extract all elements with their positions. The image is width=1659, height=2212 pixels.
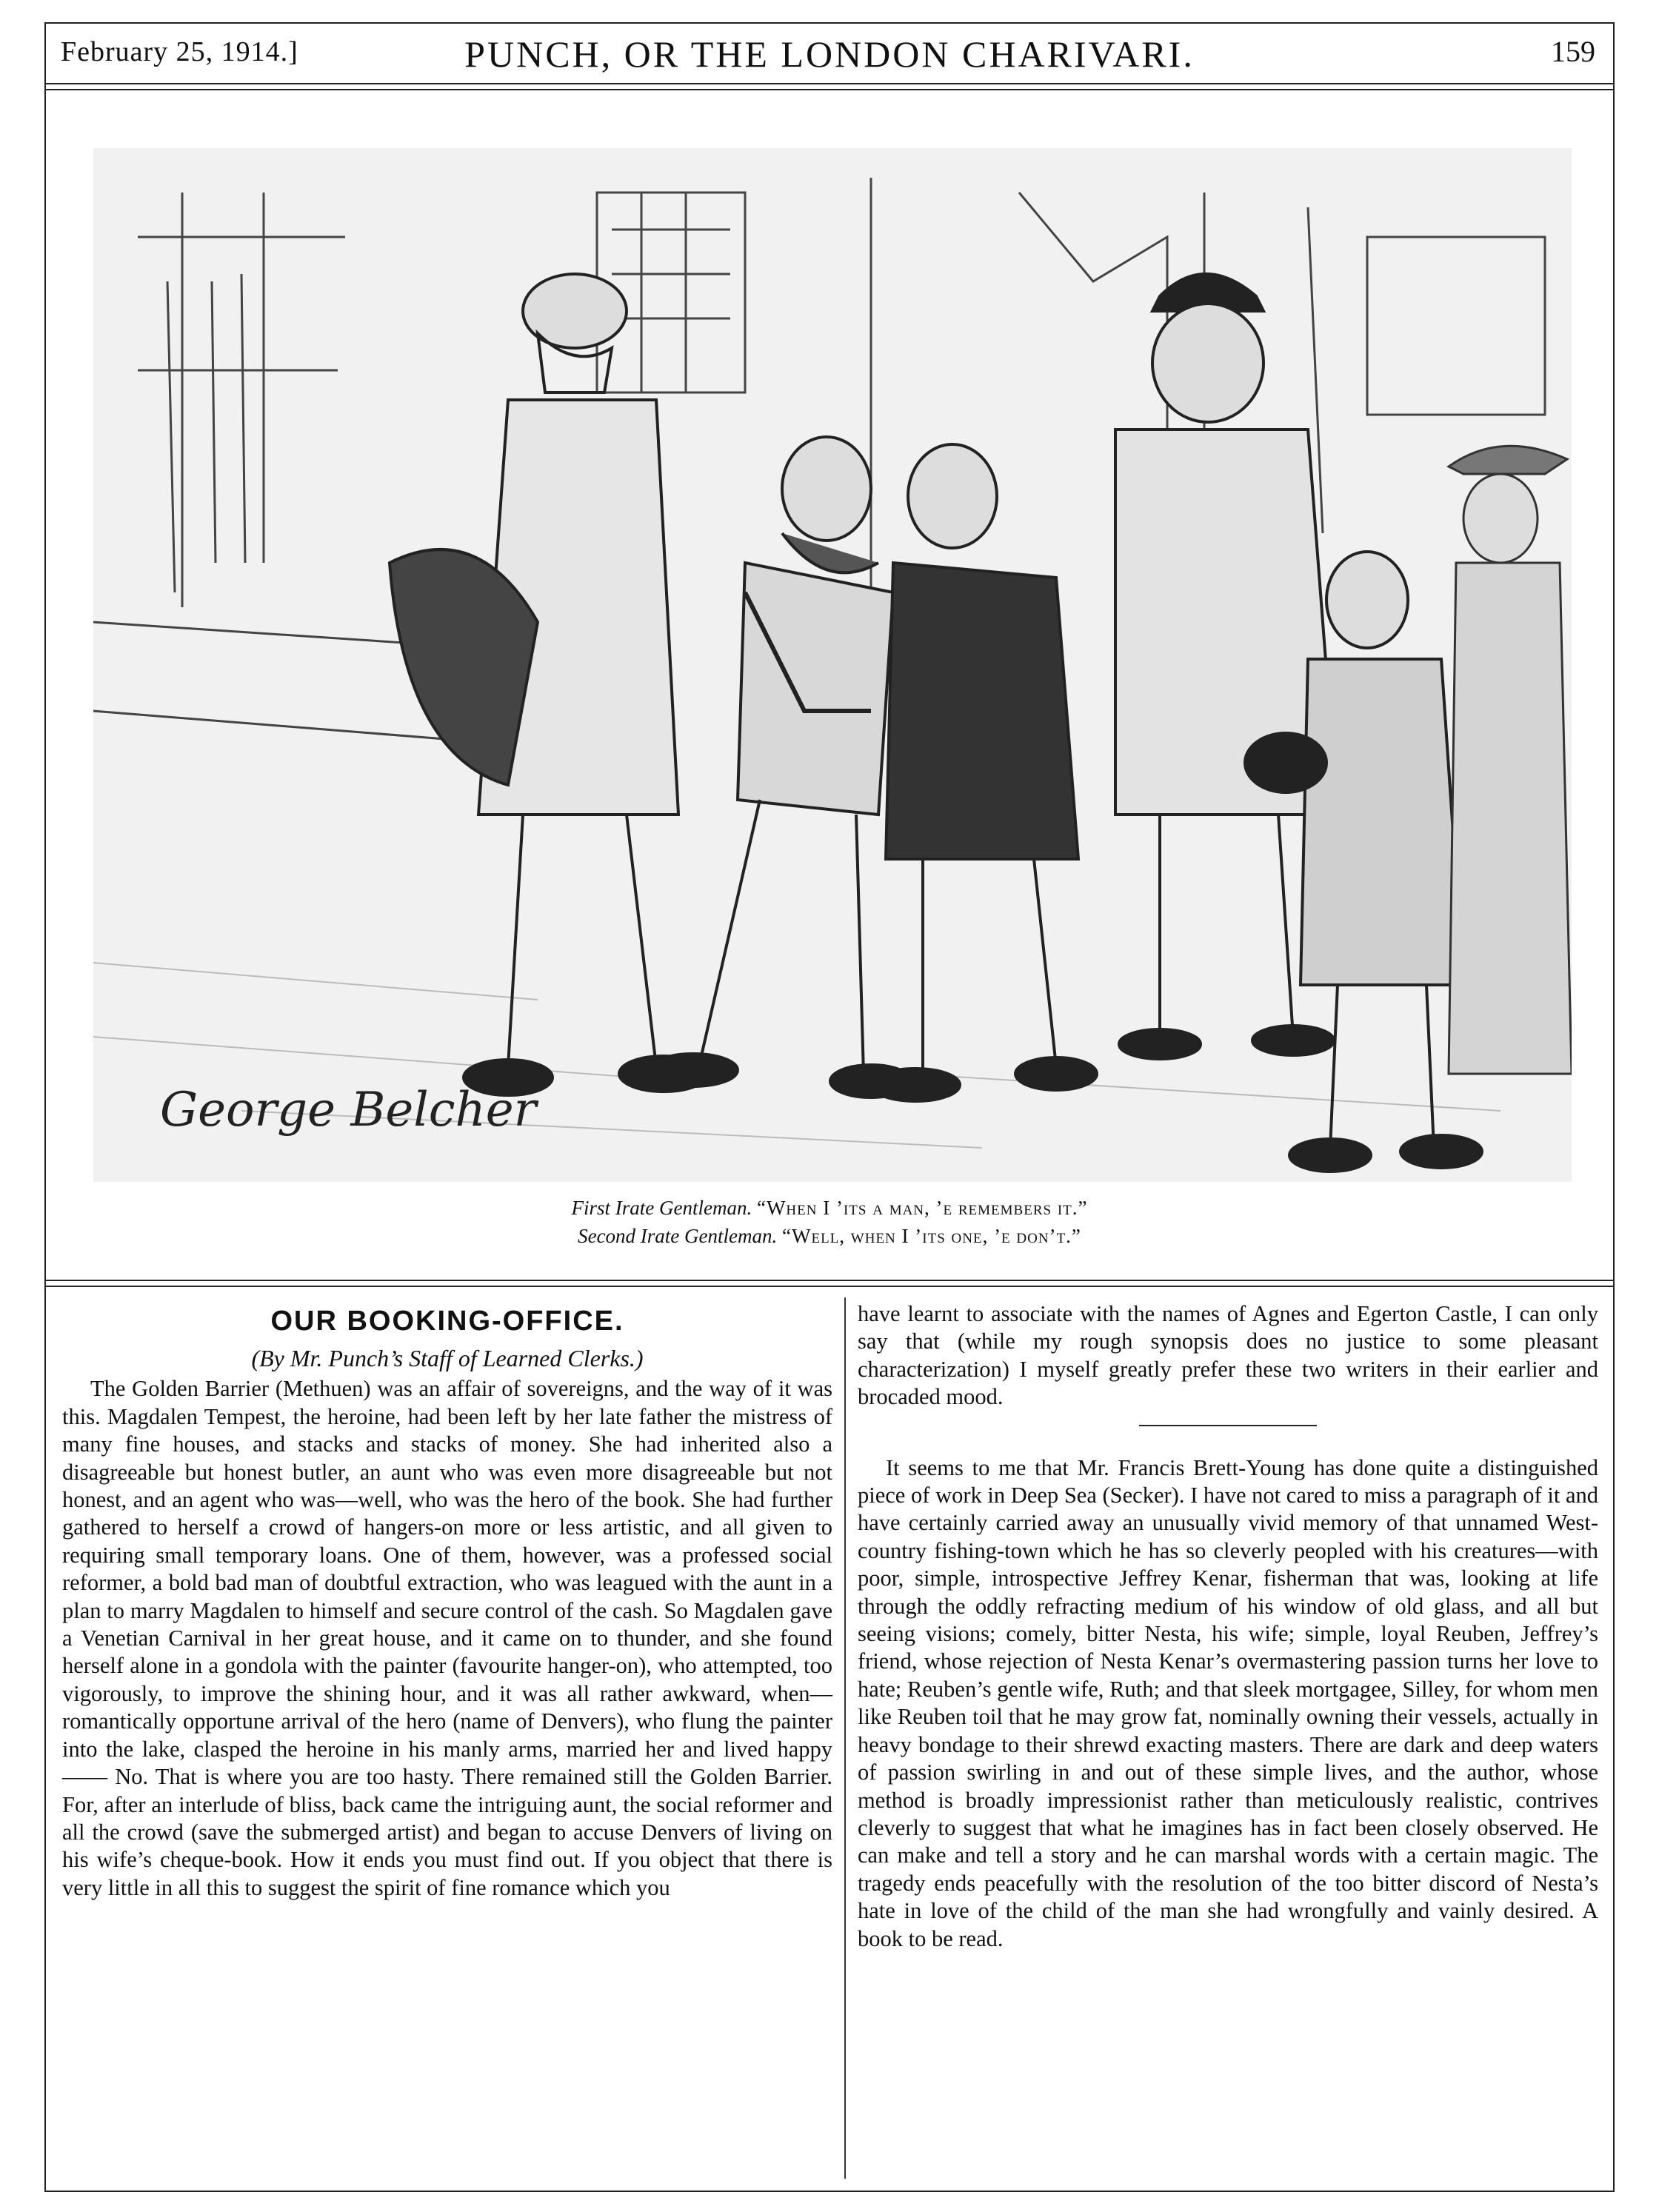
review-deep-sea: It seems to me that Mr. Francis Brett-Young has done quite a distinguished piece of work in Deep Sea (Secker). I have not cared to miss a paragraph of it and have certainly carried away an unusually vivid memory of that unnamed West-country fishing-town which he has so cleverly peopled with his creatures—with poor, simple, introspective Jeffrey Kenar, fisherman that was, looking at life through the oddly refracting medium of his window of old glass, and all but seeing visions; comely, bitter Nesta, his wife; simple, loyal Reuben, Jeffrey’s friend, whose rejection of Nesta Kenar’s overmastering passion turns her love to hate; Reuben’s gentle wife, Ruth; and that sleek mortgagee, Silley, for whom men like Reuben toil that he may grow fat, nominally owning their vessels, actually in heavy bondage to their shrewd exacting masters. There are dark and deep waters of passion swirling in and out of these simple lives, and the author, whose method is broadly impressionist rather than meticulously realistic, contrives cleverly to suggest that what he imagines has in fact been closely observed. He can make and tell a story and he can marshal words with a certain magic. The tragedy ends peacefully with the resolution of the too bitter discord of Nesta’s hate in love of the child of the man she had wrongfully and vainly desired. A book to be read. (858, 1454, 1598, 1951)
caption-quote-1: “When I ’its a man, ’e remembers it.” (756, 1197, 1088, 1219)
page-number: 159 (1551, 35, 1595, 68)
publication-title: PUNCH, OR THE LONDON CHARIVARI. (464, 33, 1195, 75)
masthead (46, 24, 1613, 80)
section-title: OUR BOOKING-OFFICE. (270, 1306, 624, 1337)
caption-speaker-1: First Irate Gentleman. (571, 1197, 752, 1219)
issue-date: February 25, 1914.] (61, 36, 298, 67)
right-column (858, 1300, 1598, 1953)
review-separator (1139, 1425, 1317, 1426)
caption-speaker-2: Second Irate Gentleman. (578, 1225, 778, 1247)
caption-line-2 (46, 1222, 1613, 1250)
newspaper-page (44, 22, 1615, 2192)
masthead-rule (46, 83, 1613, 90)
caption-line-1 (46, 1194, 1613, 1222)
review-golden-barrier-continued: have learnt to associate with the names of Agnes and Egerton Castle, I can only say that (while my rough synopsis does no justice to some pleasant characterization) I myself greatly prefer these two writers in their earlier and brocaded mood. (858, 1301, 1598, 1410)
cartoon-illustration (93, 148, 1572, 1182)
review-golden-barrier: The Golden Barrier (Methuen) was an affair of sovereigns, and the way of it was this. Magdalen Tempest, the heroine, had been left by her late father the mistress of many fine houses, and stacks and stacks of money. She had inherited also a disagreeable but honest butler, an aunt who was even more disagreeable but not honest, and an agent who was—well, who was the hero of the book. She had further gathered to herself a crowd of hangers-on more or less artistic, and all given to requiring small temporary loans. One of them, however, was a professed social reformer, a bold bad man of doubtful extraction, who was leagued with the aunt in a plan to marry Magdalen to himself and secure control of the cash. So Magdalen gave a Venetian Carnival in her great house, and it came on to thunder, and she found herself alone in a gondola with the painter (favourite hanger-on), who attempted, too vigorously, to improve the shining hour, and it was all rather awkward, when—romantically opportune arrival of the hero (name of Denvers), who flung the painter into the lake, clasped the heroine in his manly arms, married her and lived happy—— No. That is where you are too hasty. There remained still the Golden Barrier. For, after an interlude of bliss, back came the intriguing aunt, the social reformer and all the crowd (save the submerged artist) and began to accuse Denvers of living on his wife’s cheque-book. How it ends you must find out. If you object that there is very little in all this to suggest the spirit of fine romance which you (62, 1376, 832, 1900)
caption-quote-2: “Well, when I ’its one, ’e don’t.” (782, 1225, 1081, 1247)
left-column (62, 1300, 832, 1902)
column-divider (844, 1297, 846, 2179)
section-rule (46, 1280, 1613, 1287)
section-byline: (By Mr. Punch’s Staff of Learned Clerks.) (251, 1345, 644, 1371)
cartoon-caption (46, 1194, 1613, 1250)
artist-signature: George Belcher (160, 1083, 537, 1137)
